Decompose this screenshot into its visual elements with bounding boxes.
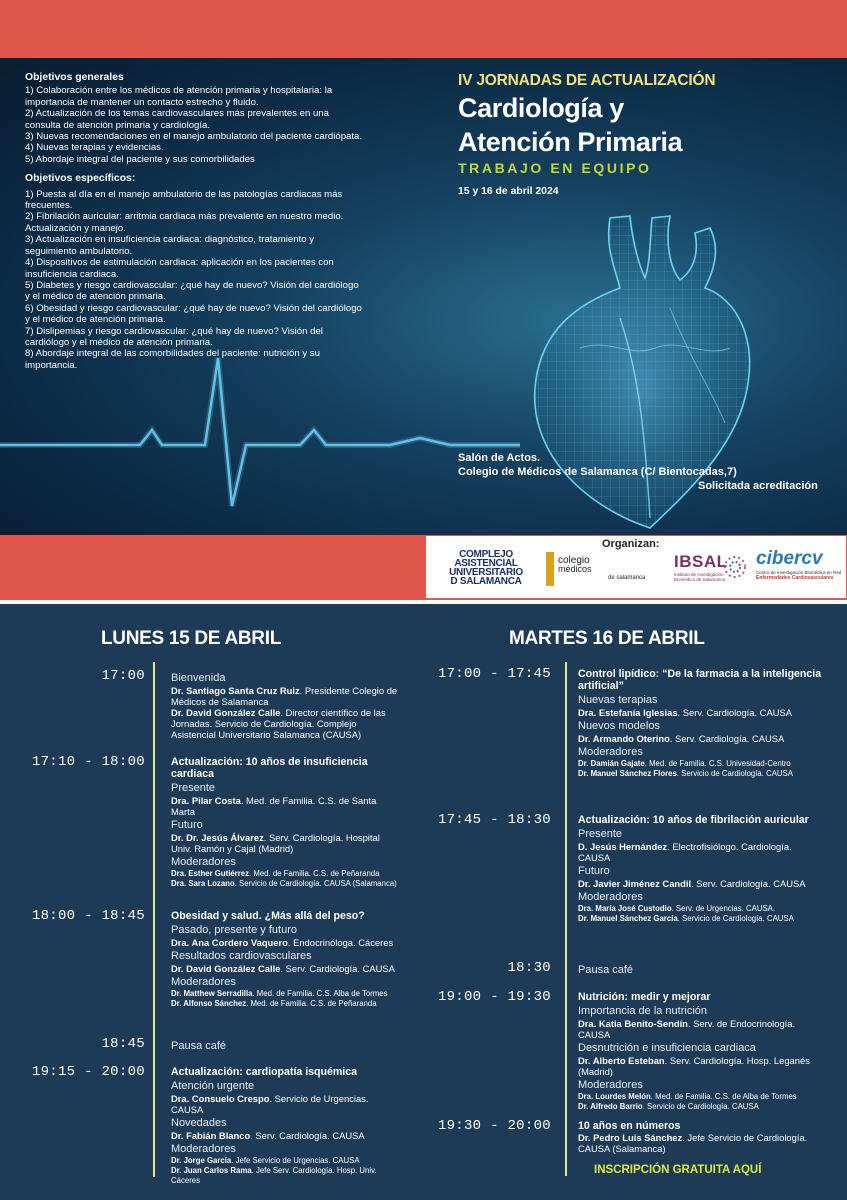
speaker-role: . Endocrinóloga. Cáceres — [287, 937, 394, 948]
speaker-name: D. Jesús Hernández — [578, 841, 668, 852]
session-category: Pasado, presente y futuro — [171, 924, 297, 936]
speaker-role: . Servicio de Urgencias. CAUSA — [171, 1093, 369, 1115]
speaker-name: Dr. Manuel Sánchez García — [578, 914, 678, 923]
speaker-name: Dra. María José Custodio — [578, 904, 672, 913]
general-objective: 3) Nuevas recomendaciones en el manejo ambulatorio del paciente cardiópata. — [25, 131, 363, 143]
session-category: Moderadores — [171, 856, 236, 868]
speaker-role: . Serv. Cardiología. CAUSA — [669, 733, 785, 744]
session-category: Moderadores — [578, 746, 643, 758]
speaker — [171, 1156, 401, 1166]
session-category: Resultados cardiovasculares — [171, 950, 312, 962]
session-time: 18:45 — [101, 1036, 145, 1052]
session-category: Importancia de la nutrición — [578, 1005, 708, 1017]
event-header — [458, 72, 715, 197]
speaker-role: . Med. de Familia. C.S. de Santa Marta — [171, 795, 377, 817]
session-title: 10 años en números — [578, 1120, 681, 1132]
registration-link[interactable]: INSCRIPCIÓN GRATUITA AQUÍ — [594, 1164, 762, 1176]
speaker-role: . Med. de Familia. C.S. de Peñaranda — [246, 999, 377, 1008]
speaker-name: Dra. Ana Cordero Vaquero — [171, 937, 288, 948]
session-block — [578, 991, 823, 1112]
session-category: Bienvenida — [171, 672, 226, 684]
session-time: 19:00 - 19:30 — [437, 989, 551, 1005]
ibsal-logo: IBSAL Instituto de Investigación Biomédica de Salamanca — [674, 552, 728, 582]
speaker-role: . Med. de Familia. C.S. Alba de Tormes — [252, 989, 388, 998]
speaker-role: . Presidente Colegio de Médicos de Salamanca — [171, 685, 398, 707]
speaker — [171, 937, 401, 948]
specific-objectives-title: Objetivos específicos: — [25, 173, 136, 185]
speaker-name: Dr. David González Calle — [171, 707, 281, 718]
session-time: 17:00 — [101, 668, 145, 684]
speaker-role: . Serv. Cardiología. CAUSA — [677, 707, 792, 718]
speaker-name: Dr. Fabián Blanco — [171, 1130, 251, 1141]
session-category: Moderadores — [578, 1079, 643, 1091]
session-category: Novedades — [171, 1117, 227, 1129]
general-objective: 4) Nuevas terapias y evidencias. — [25, 142, 164, 154]
speaker-role: . Med. de Familia. C.S. de Alba de Tormes — [650, 1092, 797, 1101]
speaker-name: Dr. Alfonso Sánchez — [171, 999, 247, 1008]
speaker — [171, 1130, 401, 1141]
speaker — [171, 795, 401, 817]
speaker — [171, 963, 401, 974]
event-subtitle: TRABAJO EN EQUIPO — [458, 160, 652, 176]
session-category: Pausa café — [578, 964, 634, 976]
session-time: 19:15 - 20:00 — [31, 1064, 145, 1080]
session-time: 18:00 - 18:45 — [31, 908, 145, 924]
general-objectives-title: Objetivos generales — [25, 72, 124, 83]
speaker-role: . Servicio de Cardiología. CAUSA (Salamanca) — [234, 879, 397, 888]
colegio-logo: colegio médicos de salamanca — [558, 555, 646, 581]
speaker-role: . Serv. Cardiología. CAUSA — [280, 963, 395, 974]
speaker-role: . Jefe Servicio de Urgencias. CAUSA — [231, 1156, 360, 1165]
session-category: Nuevos modelos — [578, 720, 660, 732]
ibsal-dots-icon — [722, 554, 748, 580]
program-page — [0, 604, 847, 1200]
speaker — [171, 832, 401, 854]
speaker — [578, 759, 823, 769]
speaker — [578, 904, 823, 914]
session-title: Obesidad y salud. ¿Más allá del peso? — [171, 910, 365, 922]
session-category: Futuro — [578, 865, 610, 877]
specific-objective: 1) Puesta al día en el manejo ambulatorio de las patologías cardiacas más frecuentes. — [25, 188, 343, 212]
session-block — [578, 814, 823, 924]
speaker-name: Dr. Alfredo Barrio — [578, 1102, 643, 1111]
specific-objective: 7) Dislipemias y riesgo cardiovascular: ¿qué hay de nuevo? Visión del cardiólogo y el médico de atención primaria. — [25, 325, 323, 348]
speaker-name: Dra. Consuelo Crespo — [171, 1093, 270, 1104]
organizers-label: Organizan: — [602, 538, 660, 550]
organizers-strip — [426, 536, 846, 598]
session-block — [171, 756, 401, 889]
speaker — [171, 1093, 401, 1115]
speaker — [578, 878, 823, 889]
speaker-name: Dr. Jorge García — [171, 1156, 232, 1165]
speaker — [578, 1018, 823, 1040]
speaker — [578, 1132, 823, 1154]
speaker-name: Dr. Pedro Luis Sánchez — [578, 1132, 683, 1143]
session-category: Pausa café — [171, 1040, 227, 1052]
session-time: 17:00 - 17:45 — [437, 666, 551, 682]
speaker-name: Dr. Javier Jiménez Candil — [578, 878, 692, 889]
speaker — [171, 685, 401, 707]
cibercv-logo: cibercv Centro de Investigación Biomédica en Red Enfermedades Cardiovasculares — [756, 548, 842, 581]
general-objective: 1) Colaboración entre los médicos de atención primaria y hospitalaria: la importancia de mantener un contacto estrecho y fluido. — [25, 85, 333, 108]
speaker-name: Dr. David González Calle — [171, 963, 281, 974]
speaker-name: Dr. Armando Oterino — [578, 733, 670, 744]
speaker-name: Dra. Esther Gutiérrez — [171, 869, 249, 878]
speaker-name: Dra. Estefanía Iglesias — [578, 707, 678, 718]
speaker-name: Dr. Damián Gajate — [578, 759, 645, 768]
speaker — [171, 879, 401, 889]
day1-heading: LUNES 15 DE ABRIL — [101, 628, 282, 649]
session-block — [578, 668, 823, 779]
specific-objective: 6) Obesidad y riesgo cardiovascular: ¿qué hay de nuevo? Visión del cardiólogo y el médico de atención primaria. — [25, 302, 362, 326]
speaker-name: Dra. Katia Benito-Sendín — [578, 1018, 688, 1029]
session-block — [578, 962, 823, 977]
speaker-name: Dr. Juan Carlos Rama — [171, 1166, 252, 1175]
objectives-section — [25, 72, 365, 371]
event-title-line1: Cardiología y — [458, 93, 624, 123]
session-time: 18:30 — [507, 960, 551, 976]
speaker-role: . Serv. de Endocrinología. CAUSA — [578, 1018, 796, 1040]
speaker-role: . Director científico de las Jornadas. Servicio de Cardiología. Complejo Asistencial Universitario Salamanca (CAUSA) — [171, 707, 386, 740]
speaker-name: Dr. Matthew Serradilla — [171, 989, 253, 998]
specific-objective: 4) Dispositivos de estimulación cardiaca: aplicación en los pacientes con insuficiencia cardiaca. — [25, 257, 334, 280]
speaker — [171, 999, 401, 1009]
speaker — [578, 707, 823, 718]
speaker-role: . Serv. Cardiología. CAUSA — [250, 1130, 365, 1141]
speaker-role: . Servicio de Cardiología. CAUSA — [642, 1102, 759, 1111]
session-title: Control lipídico: “De la farmacia a la inteligencia artificial” — [578, 668, 822, 692]
speaker-role: . Serv. de Urgencias. CAUSA. — [671, 904, 776, 913]
speaker-role: . Jefe Serv. Cardiología. Hosp. Univ. Cáceres — [171, 1166, 377, 1185]
session-block — [171, 910, 401, 1009]
speaker-name: Dra. Pilar Costa — [171, 795, 241, 806]
speaker-role: . Electrofisiólogo. Cardiología. CAUSA — [578, 841, 792, 863]
specific-objective: 5) Diabetes y riesgo cardiovascular: ¿qué hay de nuevo? Visión del cardiólogo y el médico de atención primaria. — [25, 279, 359, 303]
session-category: Desnutrición e insuficiencia cardiaca — [578, 1042, 756, 1054]
session-title: Actualización: cardiopatía isquémica — [171, 1066, 358, 1078]
accreditation-note: Solicitada acreditación — [698, 480, 818, 492]
speaker-role: . Servicio de Cardiología. CAUSA — [677, 914, 794, 923]
session-block — [171, 1066, 401, 1186]
session-category: Moderadores — [171, 976, 236, 988]
venue-line: Salón de Actos. — [458, 452, 541, 464]
session-category: Presente — [171, 782, 216, 794]
speaker — [171, 989, 401, 999]
speaker-role: . Med. de Familia. C.S. Univesidad-Centro — [644, 759, 791, 768]
speaker-name: Dr. Manuel Sánchez Flores — [578, 769, 677, 778]
session-time: 17:45 - 18:30 — [437, 812, 551, 828]
session-category: Nuevas terapias — [578, 694, 658, 706]
session-category: Moderadores — [578, 891, 643, 903]
colegio-mark-icon — [546, 552, 554, 586]
specific-objective: 2) Fibrilación auricular: arritmia cardiaca más prevalente en nuestro medio. Actualización y manejo. — [25, 211, 344, 234]
day2-heading: MARTES 16 DE ABRIL — [509, 628, 705, 649]
causa-logo: COMPLEJO ASISTENCIAL UNIVERSITARIO D SALAMANCA — [449, 549, 523, 587]
session-time: 17:10 - 18:00 — [31, 754, 145, 770]
speaker-role: . Serv. Cardiología. CAUSA — [691, 878, 806, 889]
specific-objective: 8) Abordaje integral de las comorbilidades del paciente: nutrición y su importancia. — [25, 348, 320, 371]
venue-info — [458, 451, 818, 493]
day1-divider — [153, 662, 155, 1177]
speaker-name: Dr. Alberto Esteban — [578, 1055, 665, 1066]
session-time: 19:30 - 20:00 — [437, 1118, 551, 1134]
speaker-name: Dr. Dr. Jesús Álvarez — [171, 832, 264, 843]
session-block — [171, 670, 401, 740]
session-category: Futuro — [171, 819, 203, 831]
specific-objective: 3) Actualización en insuficiencia cardiaca: diagnóstico, tratamiento y seguimiento ambulatorio. — [25, 234, 315, 257]
event-dates: 15 y 16 de abril 2024 — [458, 186, 559, 197]
session-title: Nutrición: medir y mejorar — [578, 991, 711, 1003]
speaker — [171, 869, 401, 879]
day2-divider — [565, 662, 567, 1176]
session-block — [171, 1038, 401, 1053]
speaker-name: Dr. Santiago Santa Cruz Ruiz — [171, 685, 300, 696]
speaker-role: . Serv. Cardiología. Hospital Univ. Ramón y Cajal (Madrid) — [171, 832, 380, 854]
speaker — [578, 1102, 823, 1112]
session-title: Actualización: 10 años de fibrilación auricular — [578, 814, 809, 826]
session-title: Actualización: 10 años de insuficiencia cardiaca — [171, 756, 368, 780]
session-block — [578, 1120, 823, 1154]
speaker — [578, 1055, 823, 1077]
general-objective: 5) Abordaje integral del paciente y sus comorbilidades — [25, 153, 255, 165]
general-objective: 2) Actualización de los temas cardiovasculares más prevalentes en una consulta de atención primaria y cardiología. — [25, 108, 329, 131]
speaker — [578, 1092, 823, 1102]
speaker — [578, 914, 823, 924]
cover-panel — [0, 58, 847, 535]
speaker — [171, 707, 401, 740]
speaker — [578, 841, 823, 863]
speaker-name: Dra. Lourdes Melón — [578, 1092, 651, 1101]
session-category: Moderadores — [171, 1143, 236, 1155]
speaker-role: . Med. de Familia. C.S. de Peñaranda — [249, 869, 380, 878]
speaker — [578, 733, 823, 744]
speaker-role: . Servicio de Cardiología. CAUSA — [676, 769, 793, 778]
speaker-name: Dra. Sara Lozano — [171, 879, 235, 888]
venue-line: Colegio de Médicos de Salamanca (C/ Bientocadas,7) — [458, 466, 737, 478]
event-title-line2: Atención Primaria — [458, 127, 683, 157]
session-category: Presente — [578, 828, 623, 840]
speaker-role: . Jefe Servicio de Cardiología. CAUSA (Salamanca) — [578, 1132, 808, 1154]
speaker-role: . Serv. Cardiología. Hosp. Leganés (Madrid) — [578, 1055, 810, 1077]
speaker — [171, 1166, 401, 1186]
speaker — [578, 769, 823, 779]
session-category: Atención urgente — [171, 1080, 255, 1092]
edition-label: IV JORNADAS DE ACTUALIZACIÓN — [458, 72, 716, 89]
